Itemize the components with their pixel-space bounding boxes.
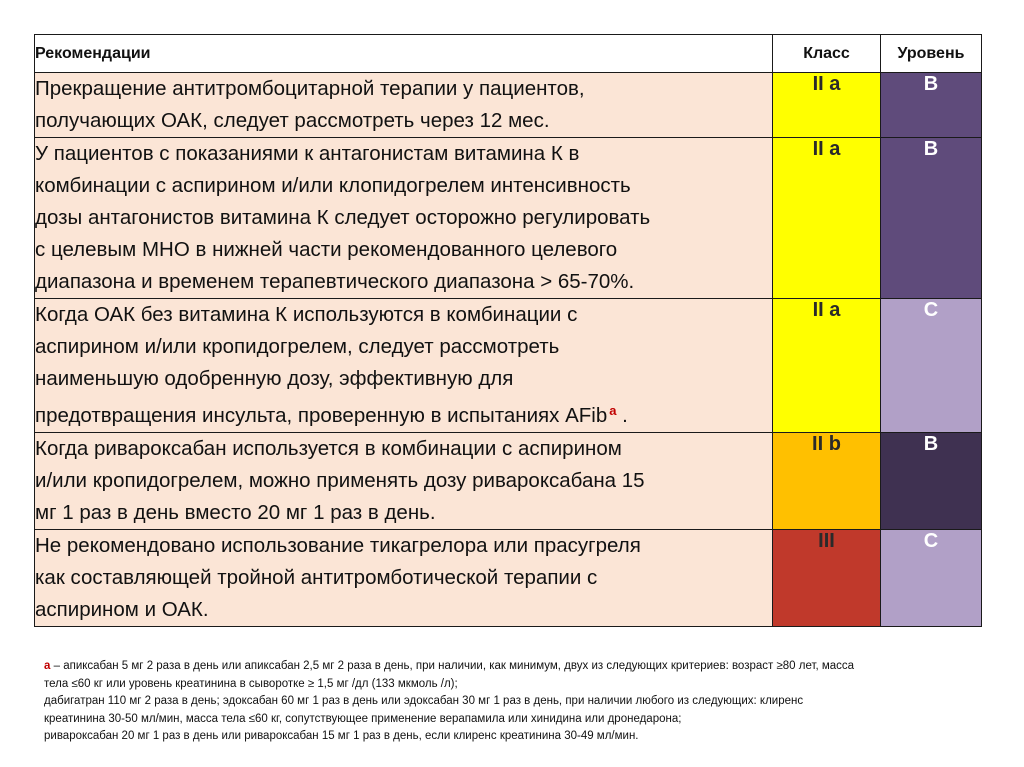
recommendation-line: наименьшую одобренную дозу, эффективную для: [35, 367, 514, 390]
recommendation-line: и/или кропидогрелем, можно применять дозу ривароксабана 15: [35, 469, 645, 492]
recommendation-text: [35, 530, 773, 627]
recommendation-text: [35, 299, 773, 433]
class-cell: II a: [773, 299, 881, 433]
level-cell: C: [881, 299, 982, 433]
recommendation-line: с целевым МНО в нижней части рекомендованного целевого: [35, 238, 618, 261]
footnote-reference: a: [609, 403, 617, 418]
level-cell: B: [881, 73, 982, 138]
recommendation-line: диапазона и временем терапевтического диапазона > 65-70%.: [35, 270, 635, 293]
recommendation-line: мг 1 раз в день вместо 20 мг 1 раз в день.: [35, 501, 436, 524]
class-cell: II a: [773, 138, 881, 299]
table-body: [35, 73, 982, 627]
footnote-line: дабигатран 110 мг 2 раза в день; эдоксабан 60 мг 1 раз в день или эдоксабан 30 мг 1 раз в день, при наличии любого из следующих: клиренс: [44, 695, 804, 707]
recommendation-line: аспирином и ОАК.: [35, 598, 209, 621]
footnote-line: креатинина 30-50 мл/мин, масса тела ≤60 кг, сопутствующее применение верапамила или хинидина или дронедарона;: [44, 712, 682, 725]
table-row: [35, 299, 982, 433]
level-cell: B: [881, 433, 982, 530]
table-header-row: [35, 35, 982, 73]
recommendation-line: Когда ривароксабан используется в комбинации с аспирином: [35, 437, 622, 460]
footnote-mark: а: [44, 660, 51, 672]
recommendation-line: получающих ОАК, следует рассмотреть через 12 мес.: [35, 109, 550, 132]
recommendation-line: Когда ОАК без витамина К используются в комбинации с: [35, 303, 578, 326]
footnote-text: – апиксабан 5 мг 2 раза в день или апиксабан 2,5 мг 2 раза в день, при наличии, как минимум, двух из следующих критериев: возраст ≥80 лет, масса: [50, 660, 855, 672]
class-cell: II a: [773, 73, 881, 138]
recommendation-line: дозы антагонистов витамина К следует осторожно регулировать: [35, 206, 651, 229]
recommendations-table: [34, 34, 982, 627]
header-class: Класс: [773, 35, 881, 73]
recommendation-line: комбинации с аспирином и/или клопидогрелем интенсивность: [35, 174, 631, 197]
table-row: [35, 138, 982, 299]
footnote-line: тела ≤60 кг или уровень креатинина в сыворотке ≥ 1,5 мг /дл (133 мкмоль /л);: [44, 677, 458, 690]
footnote: [44, 658, 994, 746]
recommendation-line: Прекращение антитромбоцитарной терапии у пациентов,: [35, 77, 585, 100]
level-cell: C: [881, 530, 982, 627]
recommendation-line: аспирином и/или кропидогрелем, следует рассмотреть: [35, 335, 560, 358]
level-cell: B: [881, 138, 982, 299]
class-cell: II b: [773, 433, 881, 530]
class-cell: III: [773, 530, 881, 627]
header-recommendations: Рекомендации: [35, 35, 773, 73]
recommendation-line: предотвращения инсульта, проверенную в испытаниях AFib $^a$ .: [35, 403, 628, 427]
table-row: [35, 530, 982, 627]
recommendation-text: [35, 138, 773, 299]
recommendation-text: [35, 73, 773, 138]
recommendation-line: как составляющей тройной антитромботической терапии с: [35, 566, 598, 589]
recommendation-line: Не рекомендовано использование тикагрелора или прасугреля: [35, 534, 641, 557]
footnote-line: [44, 658, 994, 676]
recommendation-line: У пациентов с показаниями к антагонистам витамина К в: [35, 142, 580, 165]
table-row: [35, 433, 982, 530]
header-level: Уровень: [881, 35, 982, 73]
footnote-line: ривароксабан 20 мг 1 раз в день или ривароксабан 15 мг 1 раз в день, если клиренс креатинина 30-49 мл/мин.: [44, 730, 639, 742]
table-row: [35, 73, 982, 138]
recommendation-text: [35, 433, 773, 530]
